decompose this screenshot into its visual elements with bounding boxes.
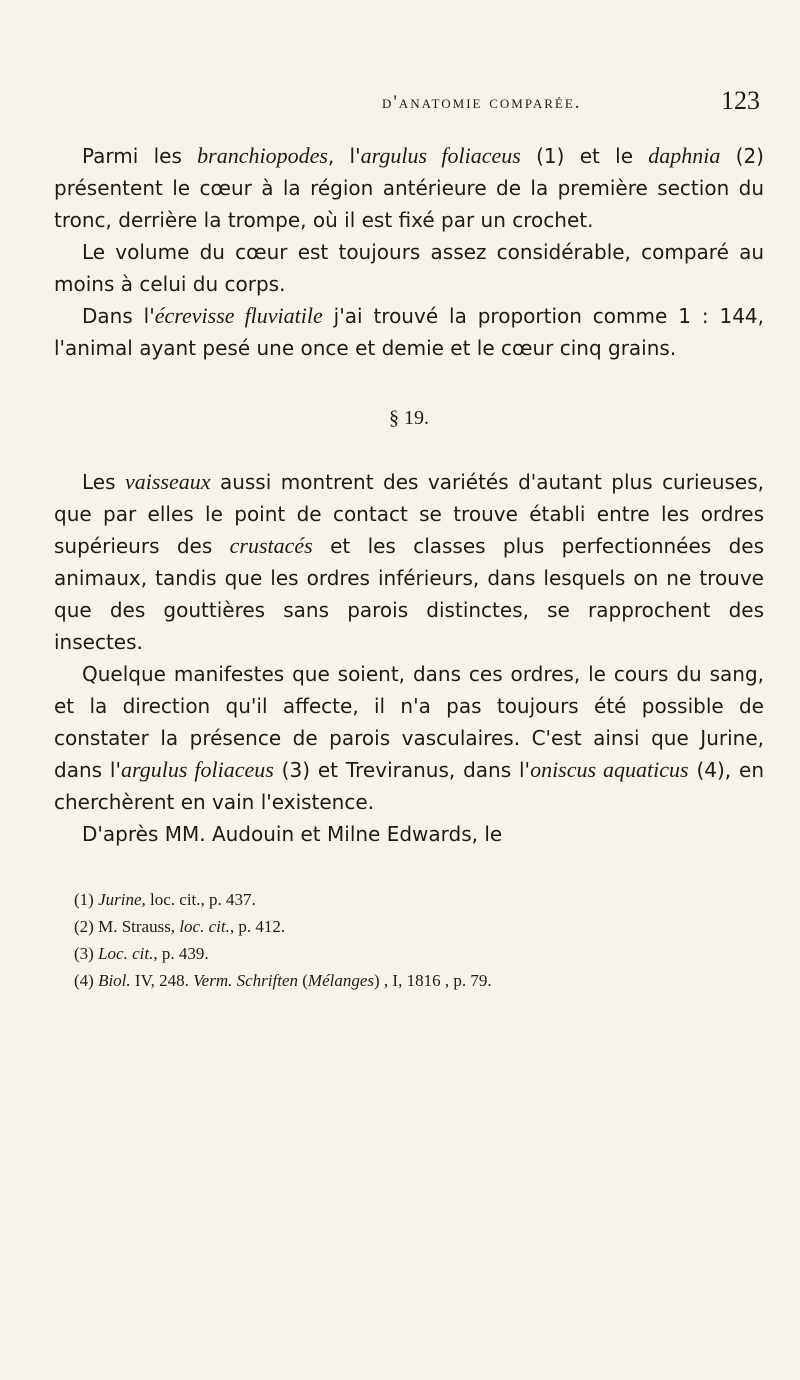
footnote-text: , loc. cit., p. 437. — [141, 890, 256, 909]
footnote-italic: Verm. Schriften — [193, 971, 298, 990]
italic-term: argulus foliaceus — [360, 143, 521, 168]
text-run: (4), en cherchèrent en vain l'existence. — [54, 758, 765, 814]
footnote-number: (3) — [74, 944, 99, 963]
footnote-italic: loc. cit. — [179, 917, 230, 936]
footnote-4 — [54, 967, 764, 994]
section-heading: § 19. — [389, 407, 429, 429]
paragraph-audouin: D'après MM. Audouin et Milne Edwards, le — [82, 822, 503, 846]
footnote-italic: Biol. — [98, 971, 131, 990]
book-page — [54, 86, 764, 994]
footnotes — [54, 886, 764, 994]
footnote-text: , p. 412. — [229, 917, 286, 936]
paragraph-volume-coeur: Le volume du cœur est toujours assez considérable, comparé au moins à celui du corps. — [54, 240, 764, 296]
text-run: j'ai trouvé la proportion comme 1 : 144, l'animal ayant pesé une once et demie et le cœur cinq grains. — [54, 304, 764, 360]
footnote-1 — [54, 886, 764, 913]
footnote-3 — [54, 940, 764, 967]
text-run: Parmi les — [82, 144, 198, 168]
footnote-italic: Jurine — [98, 890, 142, 909]
body-text — [54, 140, 764, 850]
italic-term: écrevisse fluviatile — [154, 303, 323, 328]
footnote-text: M. Strauss, — [98, 917, 180, 936]
footnote-text: IV, 248. — [130, 971, 194, 990]
italic-term: daphnia — [648, 143, 721, 168]
footnote-italic: Loc. cit. — [98, 944, 154, 963]
paragraph-parois-vasculaires — [54, 658, 764, 818]
footnote-2 — [54, 913, 764, 940]
italic-term: vaisseaux — [124, 469, 211, 494]
text-run: (3) et Treviranus, dans l' — [273, 758, 531, 782]
text-run: et les classes plus perfectionnées des animaux, tandis que les ordres inférieurs, dans lesquels on ne trouve que des gouttières sans parois distinctes, se rapprochent des insectes. — [54, 534, 764, 654]
page-number: 123 — [721, 86, 760, 115]
text-run: (2) présentent le cœur à la région antérieure de la première section du tronc, derrière la trompe, où il est fixé par un crochet. — [54, 144, 764, 232]
italic-term: oniscus aquaticus — [530, 757, 689, 782]
running-title: d'anatomie comparée. — [382, 92, 582, 113]
text-run: Quelque manifestes que soient, dans ces ordres, le cours du sang, et la direction qu'il affecte, il n'a pas toujours été possible de constater la présence de parois vasculaires. C'est ainsi que Jurine, dans l' — [54, 662, 764, 782]
text-run: , l' — [327, 144, 361, 168]
italic-term: crustacés — [229, 533, 313, 558]
footnote-number: (2) — [74, 917, 99, 936]
paragraph-vaisseaux — [54, 466, 764, 658]
paragraph-ecrevisse — [54, 300, 764, 364]
italic-term: argulus foliaceus — [120, 757, 274, 782]
footnote-text: ) , I, 1816 , p. 79. — [374, 971, 492, 990]
text-run: Les — [82, 470, 125, 494]
text-run: aussi montrent des variétés d'autant plus curieuses, que par elles le point de contact se trouve établi entre les ordres supérieurs des — [54, 470, 764, 558]
footnote-number: (1) — [74, 890, 99, 909]
footnote-number: (4) — [74, 971, 99, 990]
text-run: (1) et le — [520, 144, 649, 168]
running-head — [54, 86, 764, 128]
text-run: Dans l' — [82, 304, 155, 328]
footnote-text: , p. 439. — [153, 944, 209, 963]
italic-term: branchiopodes — [197, 143, 328, 168]
footnote-italic: Mélanges — [307, 971, 375, 990]
footnote-text: ( — [298, 971, 308, 990]
paragraph-branchiopodes — [54, 140, 764, 236]
